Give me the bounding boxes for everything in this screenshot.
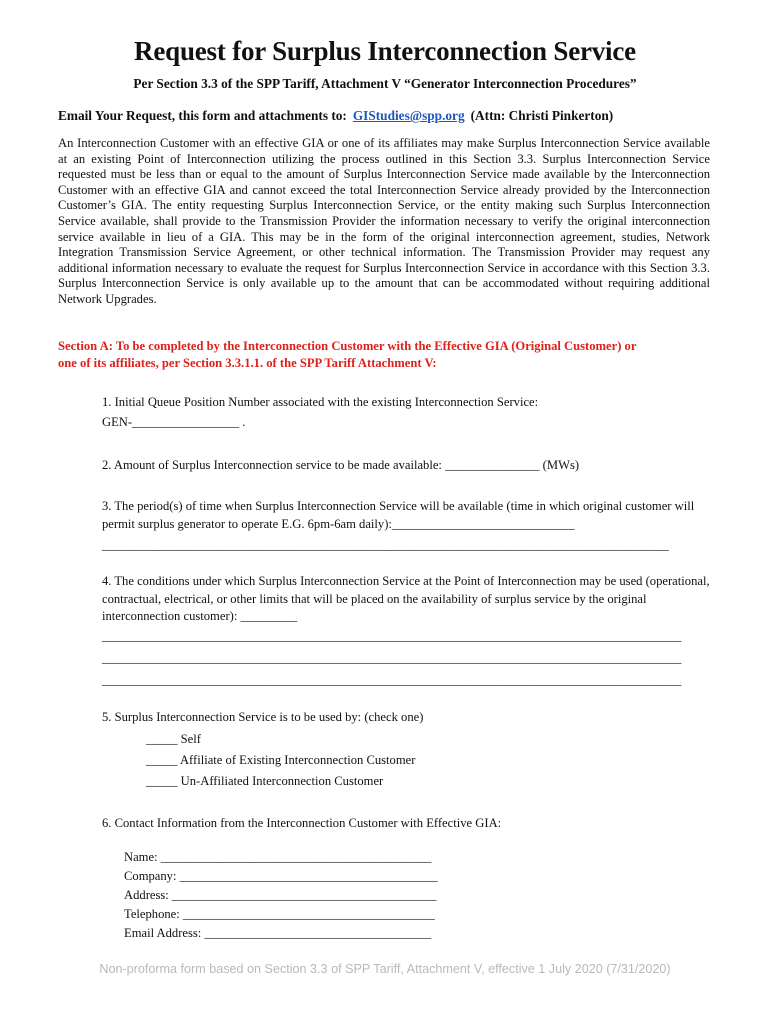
question-4-answer-line-2[interactable]: ____________________________________________________________________________________________ (102, 651, 682, 665)
contact-name-field[interactable]: Name: ___________________________________________ (124, 850, 432, 864)
email-link[interactable]: GIStudies@spp.org (352, 108, 465, 123)
question-1-answer-field[interactable]: GEN-_________________ . (102, 414, 246, 429)
page-title: Request for Surplus Interconnection Service (134, 36, 636, 66)
question-3[interactable]: 3. The period(s) of time when Surplus Interconnection Service will be available (time in which original customer will permit surplus generator to operate E.G. 6pm-6am daily):_____________________________ (102, 499, 695, 531)
question-1 (102, 394, 538, 431)
question-3-answer-line[interactable]: __________________________________________________________________________________________ (102, 538, 669, 552)
question-4-answer-line-1[interactable]: ____________________________________________________________________________________________ (102, 629, 682, 643)
page-footer: Non-proforma form based on Section 3.3 of SPP Tariff, Attachment V, effective 1 July 2020 (7/31/2020) (99, 962, 671, 976)
option-un-affiliated[interactable]: _____ Un-Affiliated Interconnection Customer (146, 774, 384, 788)
contact-company-field[interactable]: Company: _________________________________________ (124, 869, 438, 883)
page-subtitle: Per Section 3.3 of the SPP Tariff, Attachment V “Generator Interconnection Procedures” (133, 76, 637, 91)
question-1-text: 1. Initial Queue Position Number associated with the existing Interconnection Service: (102, 395, 539, 409)
question-4-answer-line-3[interactable]: ____________________________________________________________________________________________ (102, 673, 682, 687)
email-instruction (58, 108, 613, 124)
section-a-heading: Section A: To be completed by the Interconnection Customer with the Effective GIA (Original Customer) or one of its affiliates, per Section 3.3.1.1. of the SPP Tariff Attachment V: (58, 339, 637, 370)
question-4[interactable]: 4. The conditions under which Surplus Interconnection Service at the Point of Interconnection may be used (operational, contractual, electrical, or other limits that will be placed on the availability of surplus service by the original interconnection customer): _________ (102, 574, 710, 623)
email-prefix: Email Your Request, this form and attachments to: (58, 108, 347, 123)
option-self[interactable]: _____ Self (146, 732, 201, 746)
question-6: 6. Contact Information from the Interconnection Customer with Effective GIA: (102, 816, 502, 830)
contact-email-field[interactable]: Email Address: ____________________________________ (124, 926, 432, 940)
intro-paragraph: An Interconnection Customer with an effective GIA or one of its affiliates may make Surplus Interconnection Service available at an existing Point of Interconnection utilizing the process outlined in this Section 3.3. Surplus Interconnection Service requested must be less than or equal to the amount of Surplus Interconnection Service made available by the Interconnection Customer with an effective GIA and cannot exceed the total Interconnection Service already provided by the Interconnection Customer’s GIA. The entity requesting Surplus Interconnection Service, or the entity making such Surplus Interconnection Service available, shall provide to the Transmission Provider the information necessary to verify the original interconnection service available in lieu of a GIA. This may be in the form of the original interconnection agreement, studies, Network Integration Transmission Service Agreement, or other technical information. The Transmission Provider may request any additional information necessary to evaluate the request for Surplus Interconnection Service in accordance with this Section 3.3. Surplus Interconnection Service is only available up to the amount that can be accommodated without requiring additional Network Upgrades. (58, 136, 710, 306)
question-2[interactable]: 2. Amount of Surplus Interconnection service to be made available: _______________ (MWs) (102, 458, 580, 472)
question-5: 5. Surplus Interconnection Service is to be used by: (check one) (102, 710, 424, 724)
email-attn: (Attn: Christi Pinkerton) (470, 108, 614, 123)
option-affiliate[interactable]: _____ Affiliate of Existing Interconnection Customer (146, 753, 416, 767)
contact-address-field[interactable]: Address: __________________________________________ (124, 888, 437, 902)
contact-telephone-field[interactable]: Telephone: ________________________________________ (124, 907, 435, 921)
